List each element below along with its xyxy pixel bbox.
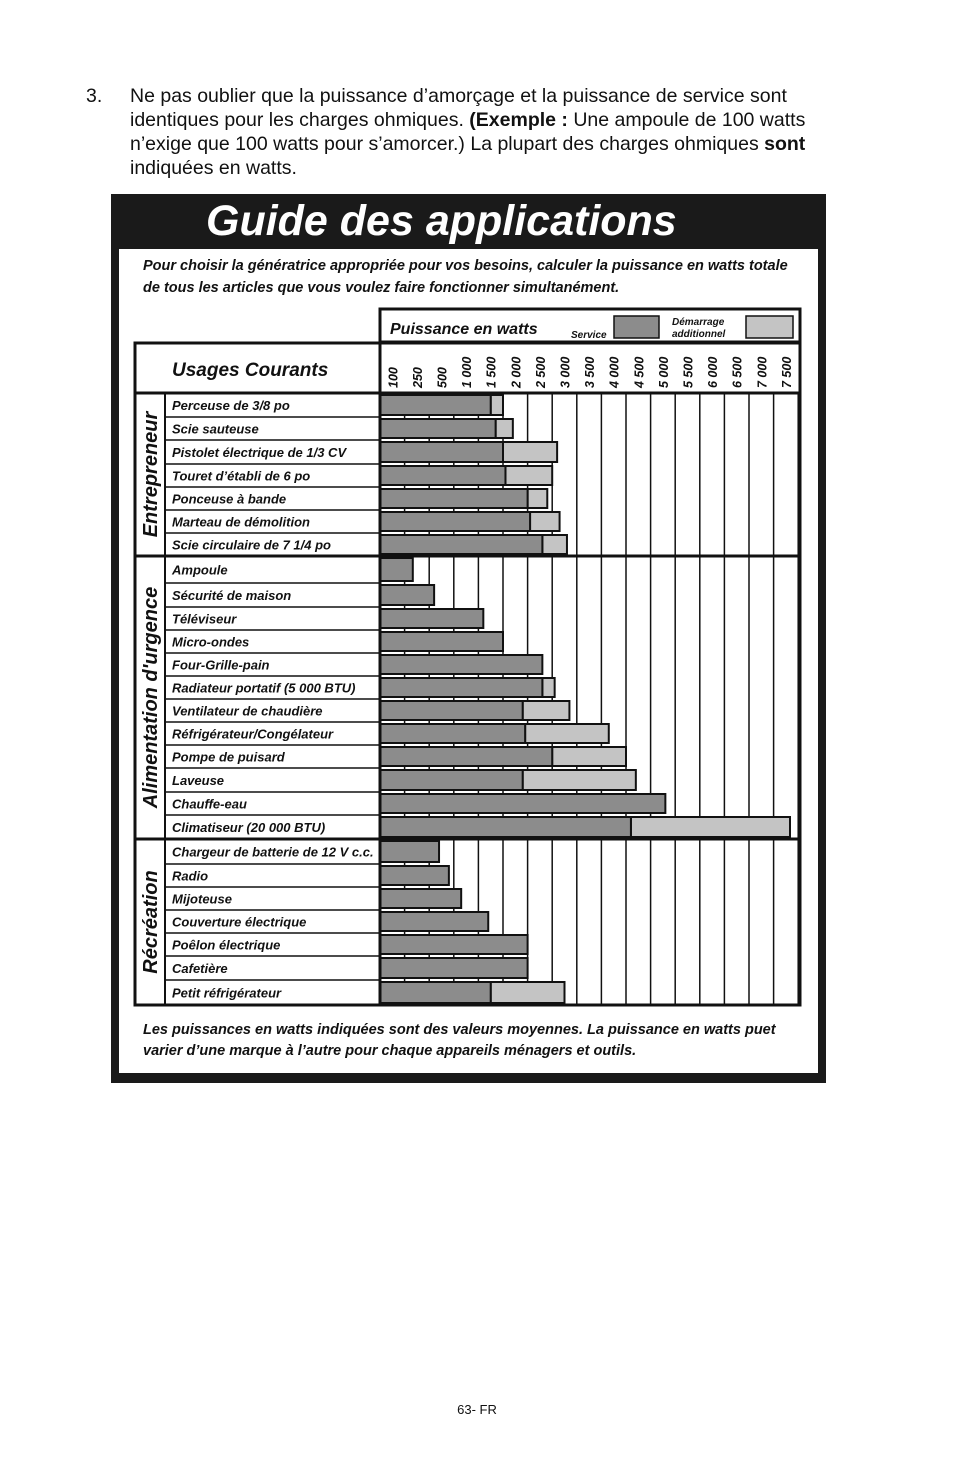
row-label: Scie sauteuse bbox=[172, 421, 259, 437]
bar-service bbox=[380, 442, 503, 462]
chart-header-label: Puissance en watts bbox=[390, 321, 538, 338]
tick-label: 2 500 bbox=[533, 356, 548, 388]
bar-service bbox=[380, 724, 525, 743]
row-label: Poêlon électrique bbox=[172, 937, 281, 953]
bar-service bbox=[380, 912, 488, 931]
bar-service bbox=[380, 609, 483, 628]
row-label: Four-Grille-pain bbox=[172, 657, 270, 673]
tick-label: 3 500 bbox=[583, 356, 598, 388]
legend-label-demarrage: Démarrage bbox=[672, 317, 725, 328]
paragraph-bold-2: sont bbox=[764, 133, 806, 155]
row-label: Ampoule bbox=[172, 562, 228, 578]
tick-label: 500 bbox=[435, 367, 450, 388]
bar-demarrage bbox=[523, 701, 570, 720]
bar-demarrage bbox=[542, 535, 567, 554]
bar-service bbox=[380, 982, 491, 1003]
legend-swatch-demarrage bbox=[746, 316, 793, 338]
bar-service bbox=[380, 935, 528, 954]
bar-demarrage bbox=[542, 678, 554, 697]
row-label: Scie circulaire de 7 1/4 po bbox=[172, 537, 331, 553]
row-label: Radiateur portatif (5 000 BTU) bbox=[172, 680, 356, 696]
legend-label-service: Service bbox=[571, 330, 607, 341]
row-label: Couverture électrique bbox=[172, 914, 307, 930]
row-label: Petit réfrigérateur bbox=[172, 985, 282, 1001]
row-label: Laveuse bbox=[172, 773, 225, 788]
row-label: Sécurité de maison bbox=[172, 588, 292, 603]
paragraph-text-2: Une ampoule de 100 watts n’exige que 100 watts pour s’amorcer.) La plupart des charges ohmiques bbox=[130, 109, 806, 155]
row-label: Micro-ondes bbox=[172, 634, 250, 650]
row-label: Pompe de puisard bbox=[172, 749, 285, 765]
bar-service bbox=[380, 395, 491, 415]
bar-service bbox=[380, 889, 461, 908]
bar-service bbox=[380, 535, 542, 554]
bar-service bbox=[380, 817, 631, 837]
tick-label: 100 bbox=[386, 367, 401, 388]
bar-demarrage bbox=[631, 817, 790, 837]
row-label: Ventilateur de chaudière bbox=[172, 703, 323, 719]
bar-service bbox=[380, 558, 413, 581]
legend-label-additionnel: additionnel bbox=[672, 329, 726, 340]
guide-title: Guide des applications bbox=[206, 197, 677, 245]
row-label: Pistolet électrique de 1/3 CV bbox=[172, 445, 347, 460]
row-label: Chauffe-eau bbox=[172, 796, 247, 812]
guide-footnote: Les puissances en watts indiquées sont des valeurs moyennes. La puissance en watts puet varier d’une marque à l’autre pour chaque appareils ménagers et outils. bbox=[143, 1022, 776, 1059]
row-label: Perceuse de 3/8 po bbox=[172, 398, 290, 413]
tick-label: 4 500 bbox=[632, 356, 647, 388]
row-label: Touret d’établi de 6 po bbox=[172, 468, 311, 484]
row-label: Téléviseur bbox=[172, 611, 237, 627]
tick-label: 5 000 bbox=[656, 356, 671, 388]
tick-label: 4 000 bbox=[607, 356, 622, 388]
tick-label: 6 500 bbox=[730, 356, 745, 388]
bar-demarrage bbox=[525, 724, 609, 743]
bar-service bbox=[380, 866, 449, 885]
bar-service bbox=[380, 958, 528, 978]
bar-service bbox=[380, 466, 505, 485]
bar-service bbox=[380, 770, 523, 790]
bar-service bbox=[380, 841, 439, 862]
bar-service bbox=[380, 794, 665, 813]
row-label: Réfrigérateur/Congélateur bbox=[172, 726, 334, 742]
bar-demarrage bbox=[503, 442, 557, 462]
bar-service bbox=[380, 585, 434, 605]
bar-service bbox=[380, 655, 542, 674]
group-label: Entrepreneur bbox=[140, 411, 162, 538]
bar-service bbox=[380, 512, 530, 531]
group-label: Récréation bbox=[140, 870, 162, 974]
bar-demarrage bbox=[491, 982, 565, 1003]
page-number: 63- FR bbox=[457, 1402, 497, 1417]
bar-demarrage bbox=[523, 770, 636, 790]
tick-label: 5 500 bbox=[681, 356, 696, 388]
bar-service bbox=[380, 701, 523, 720]
row-label: Cafetière bbox=[172, 961, 228, 976]
paragraph-text-1: Ne pas oublier que la puissance d’amorçage et la puissance de service sont identiques pour les charges ohmiques. bbox=[130, 85, 787, 131]
legend-swatch-service bbox=[614, 316, 659, 338]
row-label: Chargeur de batterie de 12 V c.c. bbox=[172, 844, 374, 860]
bar-service bbox=[380, 747, 552, 766]
tick-label: 6 000 bbox=[706, 356, 721, 388]
bar-service bbox=[380, 419, 496, 438]
paragraph-text-3: indiquées en watts. bbox=[130, 157, 297, 179]
group-label: Alimentation d'urgence bbox=[140, 586, 162, 809]
row-label: Marteau de démolition bbox=[172, 514, 310, 530]
row-label: Ponceuse à bande bbox=[172, 491, 287, 507]
row-label: Radio bbox=[172, 868, 209, 884]
bar-demarrage bbox=[505, 466, 552, 485]
row-label: Climatiseur (20 000 BTU) bbox=[172, 820, 326, 835]
tick-label: 1 500 bbox=[484, 356, 499, 388]
tick-label: 7 500 bbox=[779, 356, 794, 388]
tick-label: 3 000 bbox=[558, 356, 573, 388]
row-label: Mijoteuse bbox=[172, 891, 232, 907]
tick-label: 2 000 bbox=[509, 356, 524, 388]
guide-intro: Pour choisir la génératrice appropriée pour vos besoins, calculer la puissance en watts totale de tous les articles que vous voulez faire fonctionner simultanément. bbox=[143, 258, 788, 296]
list-number: 3. bbox=[86, 85, 103, 107]
bar-service bbox=[380, 489, 528, 508]
paragraph-bold-1: (Exemple : bbox=[469, 109, 568, 131]
bar-demarrage bbox=[528, 489, 548, 508]
tick-label: 7 000 bbox=[755, 356, 770, 388]
tick-label: 1 000 bbox=[460, 356, 475, 388]
tick-label: 250 bbox=[410, 367, 425, 388]
bar-demarrage bbox=[552, 747, 626, 766]
row-header-label: Usages Courants bbox=[172, 360, 329, 381]
bar-service bbox=[380, 632, 503, 651]
bar-demarrage bbox=[496, 419, 513, 438]
bar-demarrage bbox=[530, 512, 560, 531]
bar-demarrage bbox=[491, 395, 503, 415]
bar-service bbox=[380, 678, 542, 697]
